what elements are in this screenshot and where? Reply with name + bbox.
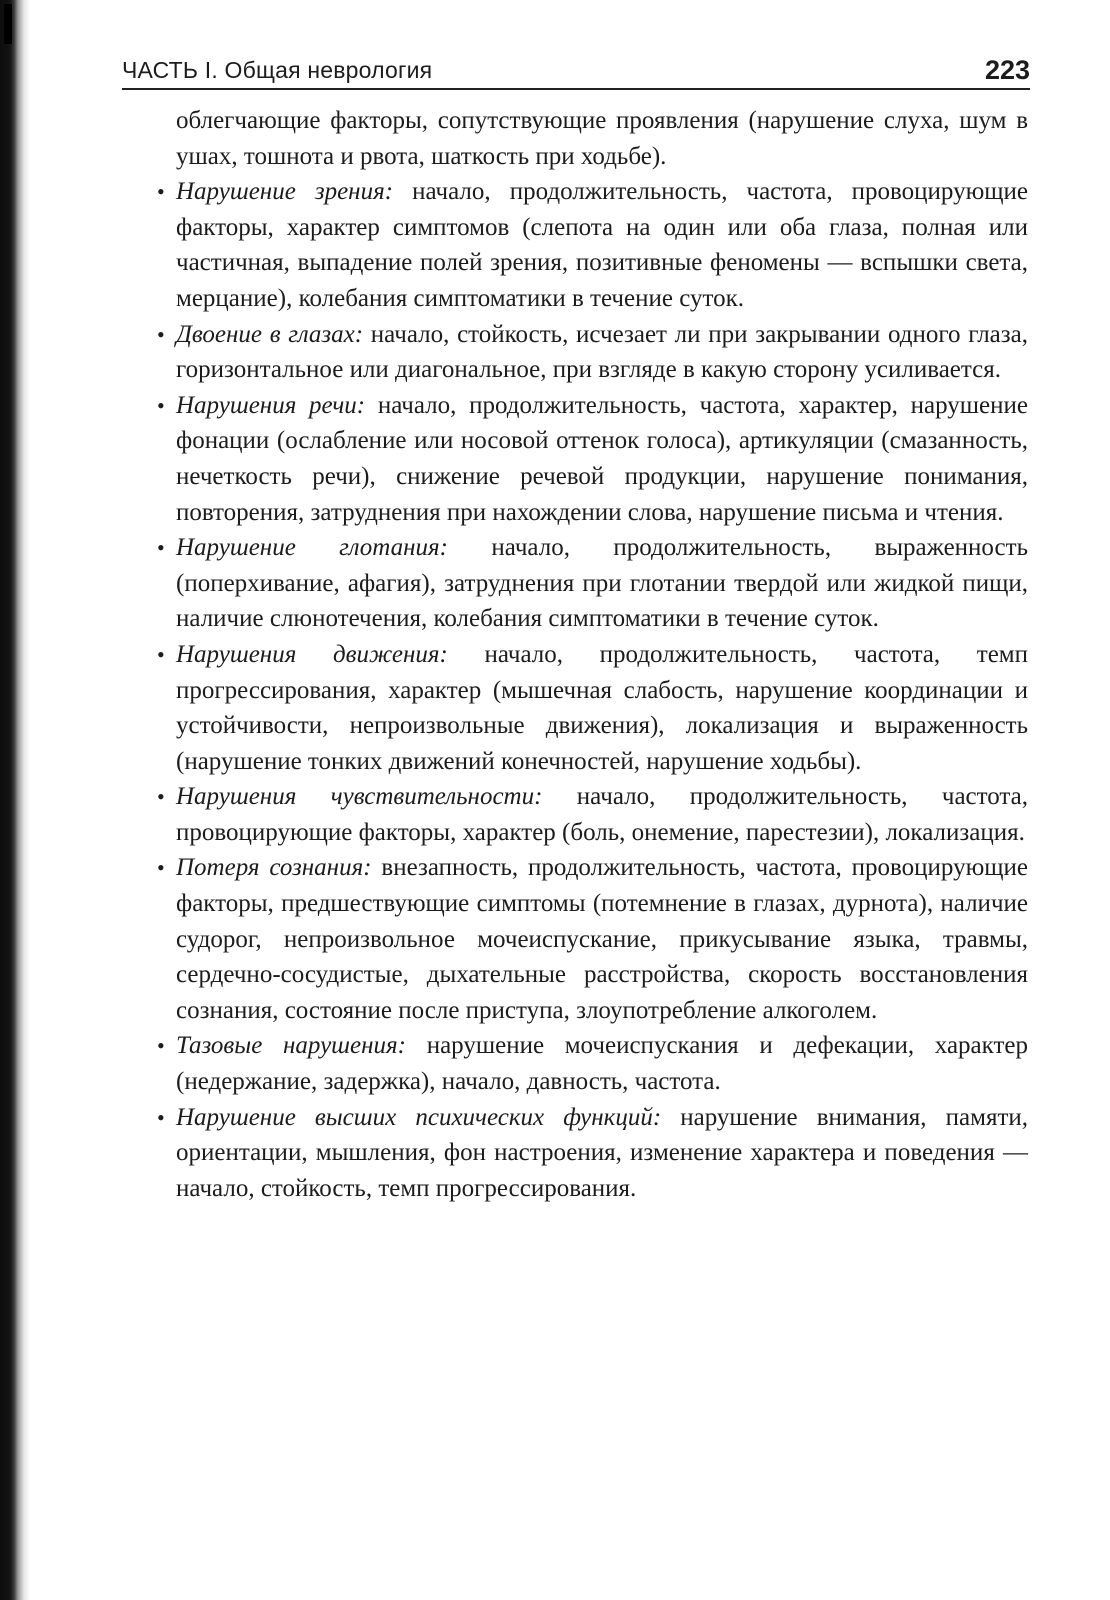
list-item <box>157 317 1029 388</box>
item-term: Нарушение высших психических функций: <box>176 1103 662 1131</box>
spine-mark <box>4 4 12 44</box>
bullet-icon: • <box>157 1104 165 1130</box>
list-item <box>157 174 1028 316</box>
item-text: начало, продолжительность, частота, темп прогрессирования, характер (мышечная слабость, нарушение координации и устойчивости, непроизвольные движения), локализация и выраженность (нарушение тонких движений конечностей, нарушение ходьбы). <box>176 640 1028 775</box>
list-item <box>157 1028 1028 1099</box>
continuation-paragraph: облегчающие факторы, сопутствующие проявления (нарушение слуха, шум в ушах, тошнота и рвота, шаткость при ходьбе). <box>176 107 1028 170</box>
list-item <box>157 850 1028 1028</box>
item-term: Нарушение глотания: <box>176 534 448 562</box>
item-term: Двоение в глазах: <box>176 320 364 348</box>
item-term: Нарушения чувствительности: <box>176 783 543 811</box>
bullet-icon: • <box>157 179 165 205</box>
item-text: начало, продолжительность, частота, провоцирующие факторы, характер (боль, онемение, парестезии), локализация. <box>176 783 1028 846</box>
item-text: начало, продолжительность, частота, характер, нарушение фонации (ослабление или носовой оттенок голоса), артикуляции (смазанность, нечеткость речи), снижение речевой продукции, нарушение понимания, повторения, затруднения при нахождении слова, нарушение письма и чтения. <box>176 391 1028 526</box>
bullet-icon: • <box>157 1033 165 1059</box>
bullet-icon: • <box>157 535 165 561</box>
running-header-title: ЧАСТЬ I. Общая неврология <box>122 57 433 83</box>
running-header <box>122 48 1030 90</box>
item-term: Нарушения речи: <box>176 391 366 419</box>
book-spine-shadow <box>0 0 40 1600</box>
item-term: Нарушение зрения: <box>176 178 394 206</box>
page-body <box>157 103 1029 1206</box>
item-text: нарушение мочеиспускания и дефекации, характер (недержание, задержка), начало, давность, частота. <box>176 1032 1028 1096</box>
item-term: Нарушения движения: <box>176 640 448 668</box>
item-term: Потеря сознания: <box>176 854 372 882</box>
list-item <box>157 530 1028 637</box>
item-text: нарушение внимания, памяти, ориентации, мышления, фон настроения, изменение характера и поведения — начало, стойкость, темп прогрессирования. <box>176 1103 1028 1202</box>
page-number: 223 <box>984 55 1030 85</box>
bullet-icon: • <box>157 392 165 418</box>
bullet-icon: • <box>157 784 165 810</box>
item-text: начало, стойкость, исчезает ли при закрывании одного глаза, горизонтальное или диагональное, при взгляде в какую сторону усиливается. <box>176 320 1029 384</box>
bullet-icon: • <box>157 321 165 347</box>
list-item <box>157 1100 1028 1207</box>
history-checklist <box>157 174 1029 1206</box>
item-term: Тазовые нарушения: <box>176 1032 406 1060</box>
bullet-icon: • <box>157 641 165 667</box>
list-item <box>157 388 1028 530</box>
item-text: начало, продолжительность, частота, провоцирующие факторы, характер симптомов (слепота на один или оба глаза, полная или частичная, выпадение полей зрения, позитивные феномены — вспышки света, мерцание), колебания симптоматики в течение суток. <box>176 178 1028 312</box>
item-text: начало, продолжительность, выраженность (поперхивание, афагия), затруднения при глотании твердой или жидкой пищи, наличие слюнотечения, колебания симптоматики в течение суток. <box>176 534 1028 633</box>
list-item <box>157 637 1028 779</box>
item-text: внезапность, продолжительность, частота, провоцирующие факторы, предшествующие симптомы (потемнение в глазах, дурнота), наличие судорог, непроизвольное мочеиспускание, прикусывание языка, травмы, сердечно-сосудистые, дыхательные расстройства, скорость восстановления сознания, состояние после приступа, злоупотребление алкоголем. <box>176 854 1028 1024</box>
list-item <box>157 779 1028 850</box>
bullet-icon: • <box>157 855 165 881</box>
